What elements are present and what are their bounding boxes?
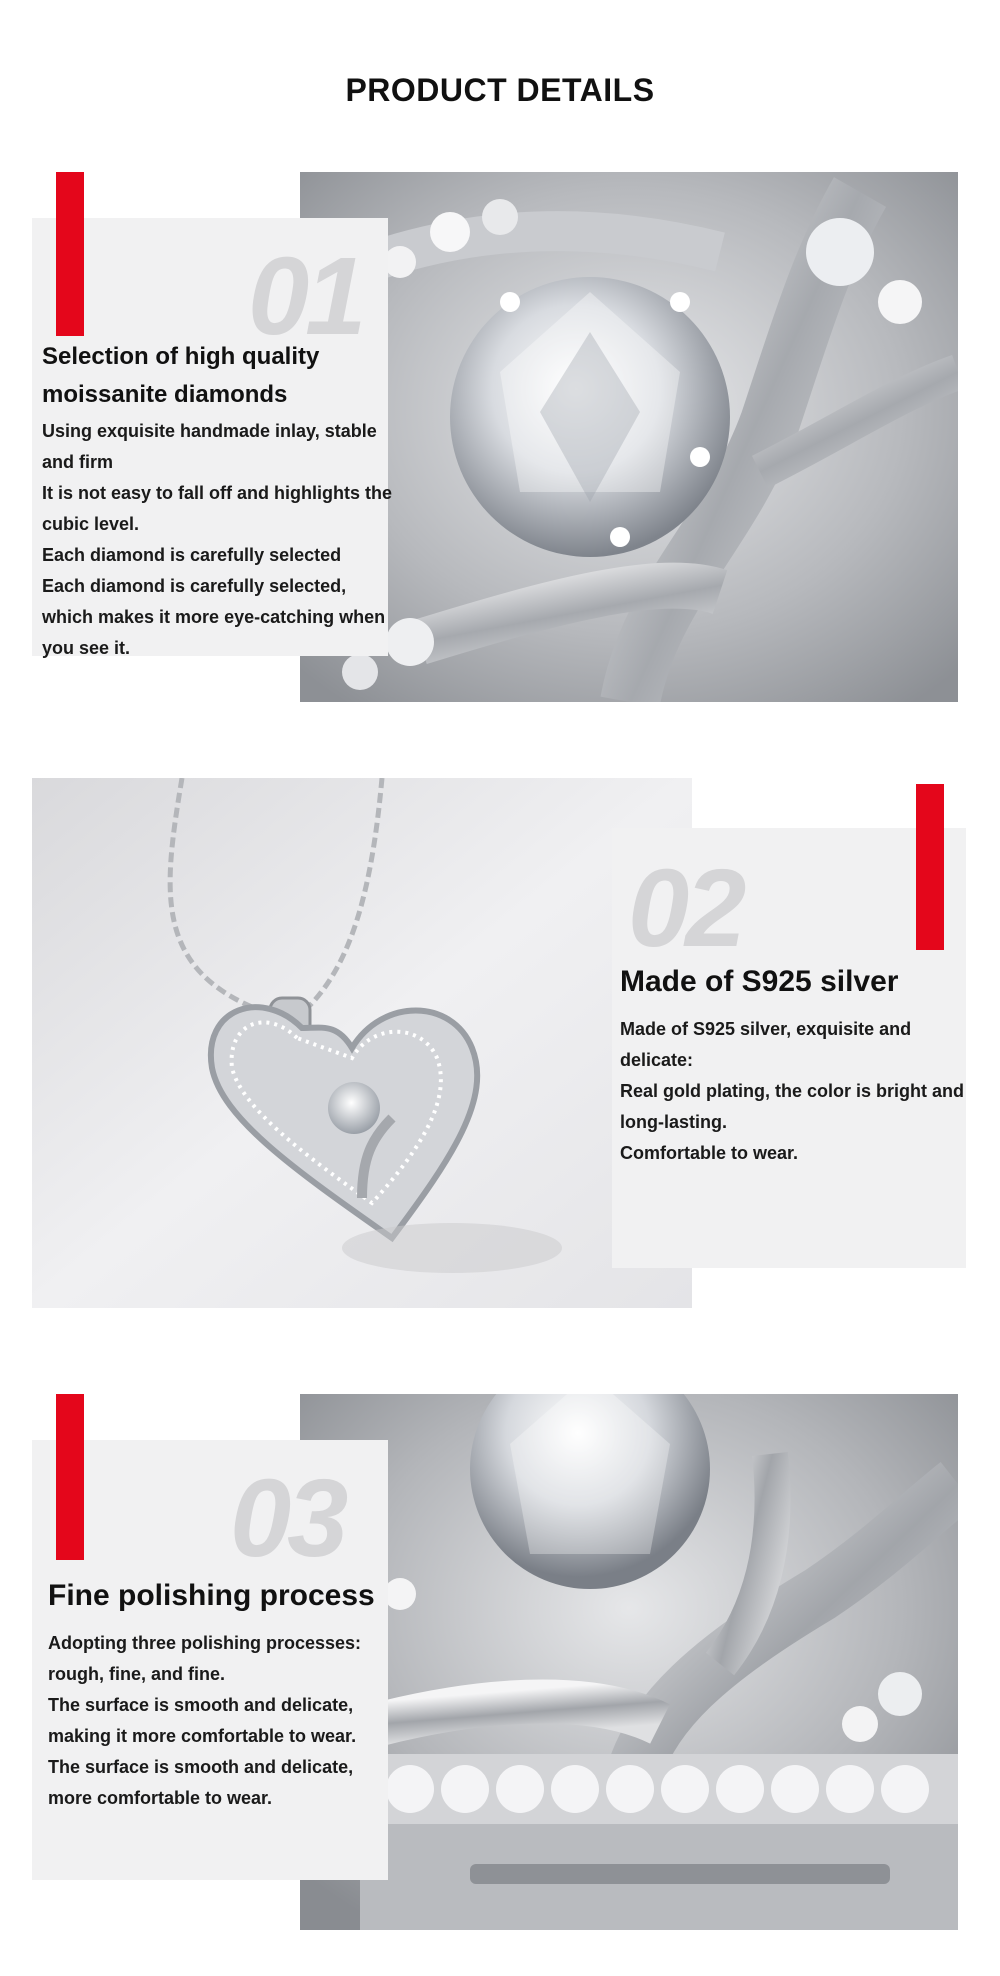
section-1-body [42, 416, 392, 664]
section-1-title-line: Selection of high quality [42, 343, 320, 370]
section-3-title-line: Fine polishing process [48, 1579, 375, 1612]
section-3-body-line: Adopting three polishing processes: [48, 1633, 362, 1653]
section-1-number: 01 [248, 235, 363, 358]
section-1-body-line: It is not easy to fall off and highlights the [42, 483, 393, 503]
section-2-body-line: Made of S925 silver, exquisite and [620, 1019, 912, 1039]
section-3-body-line: more comfortable to wear. [48, 1788, 273, 1808]
section-2-body [620, 1014, 964, 1169]
section-2-body-line: Comfortable to wear. [620, 1143, 799, 1163]
section-2-title-line: Made of S925 silver [620, 965, 899, 998]
section-3-body-line: The surface is smooth and delicate, [48, 1757, 354, 1777]
section-1-title [42, 338, 319, 414]
section-3-photo [300, 1394, 958, 1930]
page-title: PRODUCT DETAILS [345, 72, 655, 108]
section-3-number: 03 [230, 1457, 345, 1580]
section-3-body [48, 1628, 361, 1814]
section-2-body-line: Real gold plating, the color is bright and [620, 1081, 965, 1101]
section-1-body-line: cubic level. [42, 514, 140, 534]
section-3-body-line: The surface is smooth and delicate, [48, 1695, 354, 1715]
section-2-body-line: delicate: [620, 1050, 694, 1070]
section-2-accent-bar [916, 784, 944, 950]
section-1-body-line: Each diamond is carefully selected [42, 545, 342, 565]
section-1-photo [300, 172, 958, 702]
section-1-body-line: and firm [42, 452, 114, 472]
section-1-body-line: Each diamond is carefully selected, [42, 576, 347, 596]
section-2-body-line: long-lasting. [620, 1112, 727, 1132]
section-3-title [48, 1576, 375, 1616]
section-1-accent-bar [56, 172, 84, 336]
section-3-body-line: making it more comfortable to wear. [48, 1726, 357, 1746]
section-1-body-line: which makes it more eye-catching when [42, 607, 386, 627]
section-3-body-line: rough, fine, and fine. [48, 1664, 225, 1684]
section-3-accent-bar [56, 1394, 84, 1560]
section-1-body-line: you see it. [42, 638, 131, 658]
section-2-title [620, 962, 898, 1002]
section-1-title-line: moissanite diamonds [42, 381, 288, 408]
section-2-number: 02 [628, 847, 743, 970]
section-1-body-line: Using exquisite handmade inlay, stable [42, 421, 377, 441]
section-2-photo [32, 778, 692, 1308]
